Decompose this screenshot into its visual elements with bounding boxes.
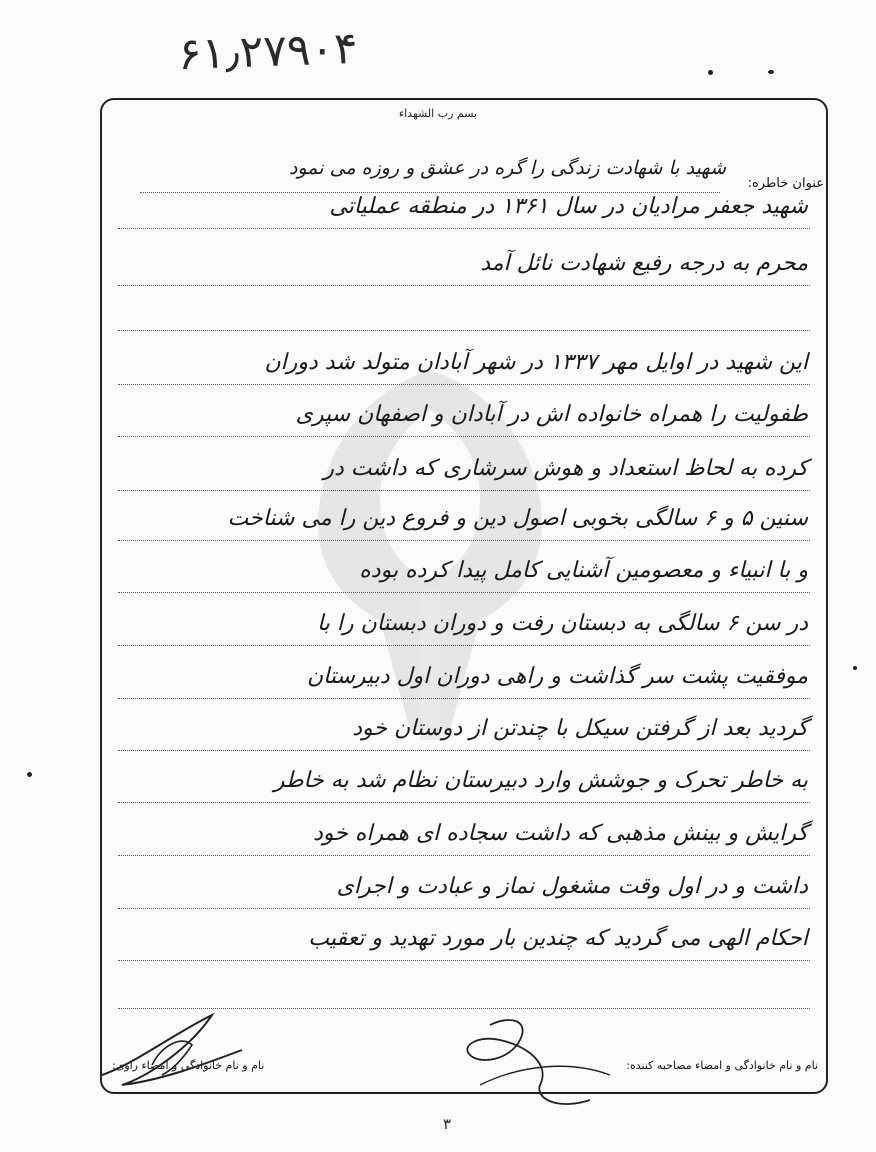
ruled-line xyxy=(118,908,810,909)
ruled-line xyxy=(118,645,810,646)
ruled-line xyxy=(118,540,810,541)
handwritten-line: داشت و در اول وقت مشغول نماز و عبادت و اجرای xyxy=(336,874,808,899)
handwritten-line: محرم به درجه رفیع شهادت نائل آمد xyxy=(480,251,808,276)
ruled-line xyxy=(118,384,810,385)
scan-speck xyxy=(768,70,774,74)
scan-speck xyxy=(27,772,32,777)
scan-speck xyxy=(708,70,713,75)
title-handwritten: شهید با شهادت زندگی را گره در عشق و روزه می نمود xyxy=(289,157,726,179)
interviewer-signature xyxy=(440,1005,620,1115)
handwritten-line: شهید جعفر مرادیان در سال ۱۳۶۱ در منطقه عملیاتی xyxy=(329,194,808,219)
handwritten-line: و با انبیاء و معصومین آشنایی کامل پیدا کرده بوده xyxy=(359,558,808,583)
scan-speck xyxy=(853,666,857,670)
handwritten-line: طفولیت را همراه خانواده اش در آبادان و اصفهان سپری xyxy=(295,402,808,427)
ruled-line xyxy=(118,855,810,856)
footer-interviewer-label: نام و نام خانوادگی و امضاء مصاحبه کننده: xyxy=(626,1059,818,1072)
header-basmala: بسم رب الشهداء xyxy=(398,107,478,120)
footer-narrator-label: نام و نام خانوادگی و امضاء راوی: xyxy=(112,1059,265,1072)
ruled-line xyxy=(118,960,810,961)
handwritten-line: گردید بعد از گرفتن سیکل با چندتن از دوستان خود xyxy=(352,716,808,741)
ruled-line xyxy=(118,436,810,437)
ruled-line xyxy=(118,802,810,803)
handwritten-line: سنین ۵ و ۶ سالگی بخوبی اصول دین و فروع دین را می شناخت xyxy=(227,506,808,531)
title-label: عنوان خاطره: xyxy=(747,176,824,191)
handwritten-line: در سن ۶ سالگی به دبستان رفت و دوران دبستان را با xyxy=(317,611,808,636)
handwritten-line: گرایش و بینش مذهبی که داشت سجاده ای همراه خود xyxy=(313,821,808,846)
handwritten-line: این شهید در اوایل مهر ۱۳۳۷ در شهر آبادان متولد شد دوران xyxy=(264,350,808,375)
ruled-line xyxy=(118,490,810,491)
ruled-line xyxy=(118,592,810,593)
handwritten-line: کرده به لحاظ استعداد و هوش سرشاری که داشت در xyxy=(323,456,808,481)
handwritten-line: موفقیت پشت سر گذاشت و راهی دوران اول دبیرستان xyxy=(306,664,808,689)
ruled-line xyxy=(118,330,810,331)
handwritten-line: احکام الهی می گردید که چندین بار مورد تهدید و تعقیب xyxy=(308,926,808,951)
ruled-line xyxy=(118,285,810,286)
title-line xyxy=(140,192,720,193)
handwritten-line: به خاطر تحرک و جوشش وارد دبیرستان نظام شد به خاطر xyxy=(273,768,808,793)
ruled-line xyxy=(118,750,810,751)
reference-number: ۶۱٫۲۷۹۰۴ xyxy=(177,22,359,81)
ruled-line xyxy=(118,698,810,699)
page-number: ۳ xyxy=(443,1115,452,1133)
ruled-line xyxy=(118,228,810,229)
narrator-signature xyxy=(92,1005,252,1095)
